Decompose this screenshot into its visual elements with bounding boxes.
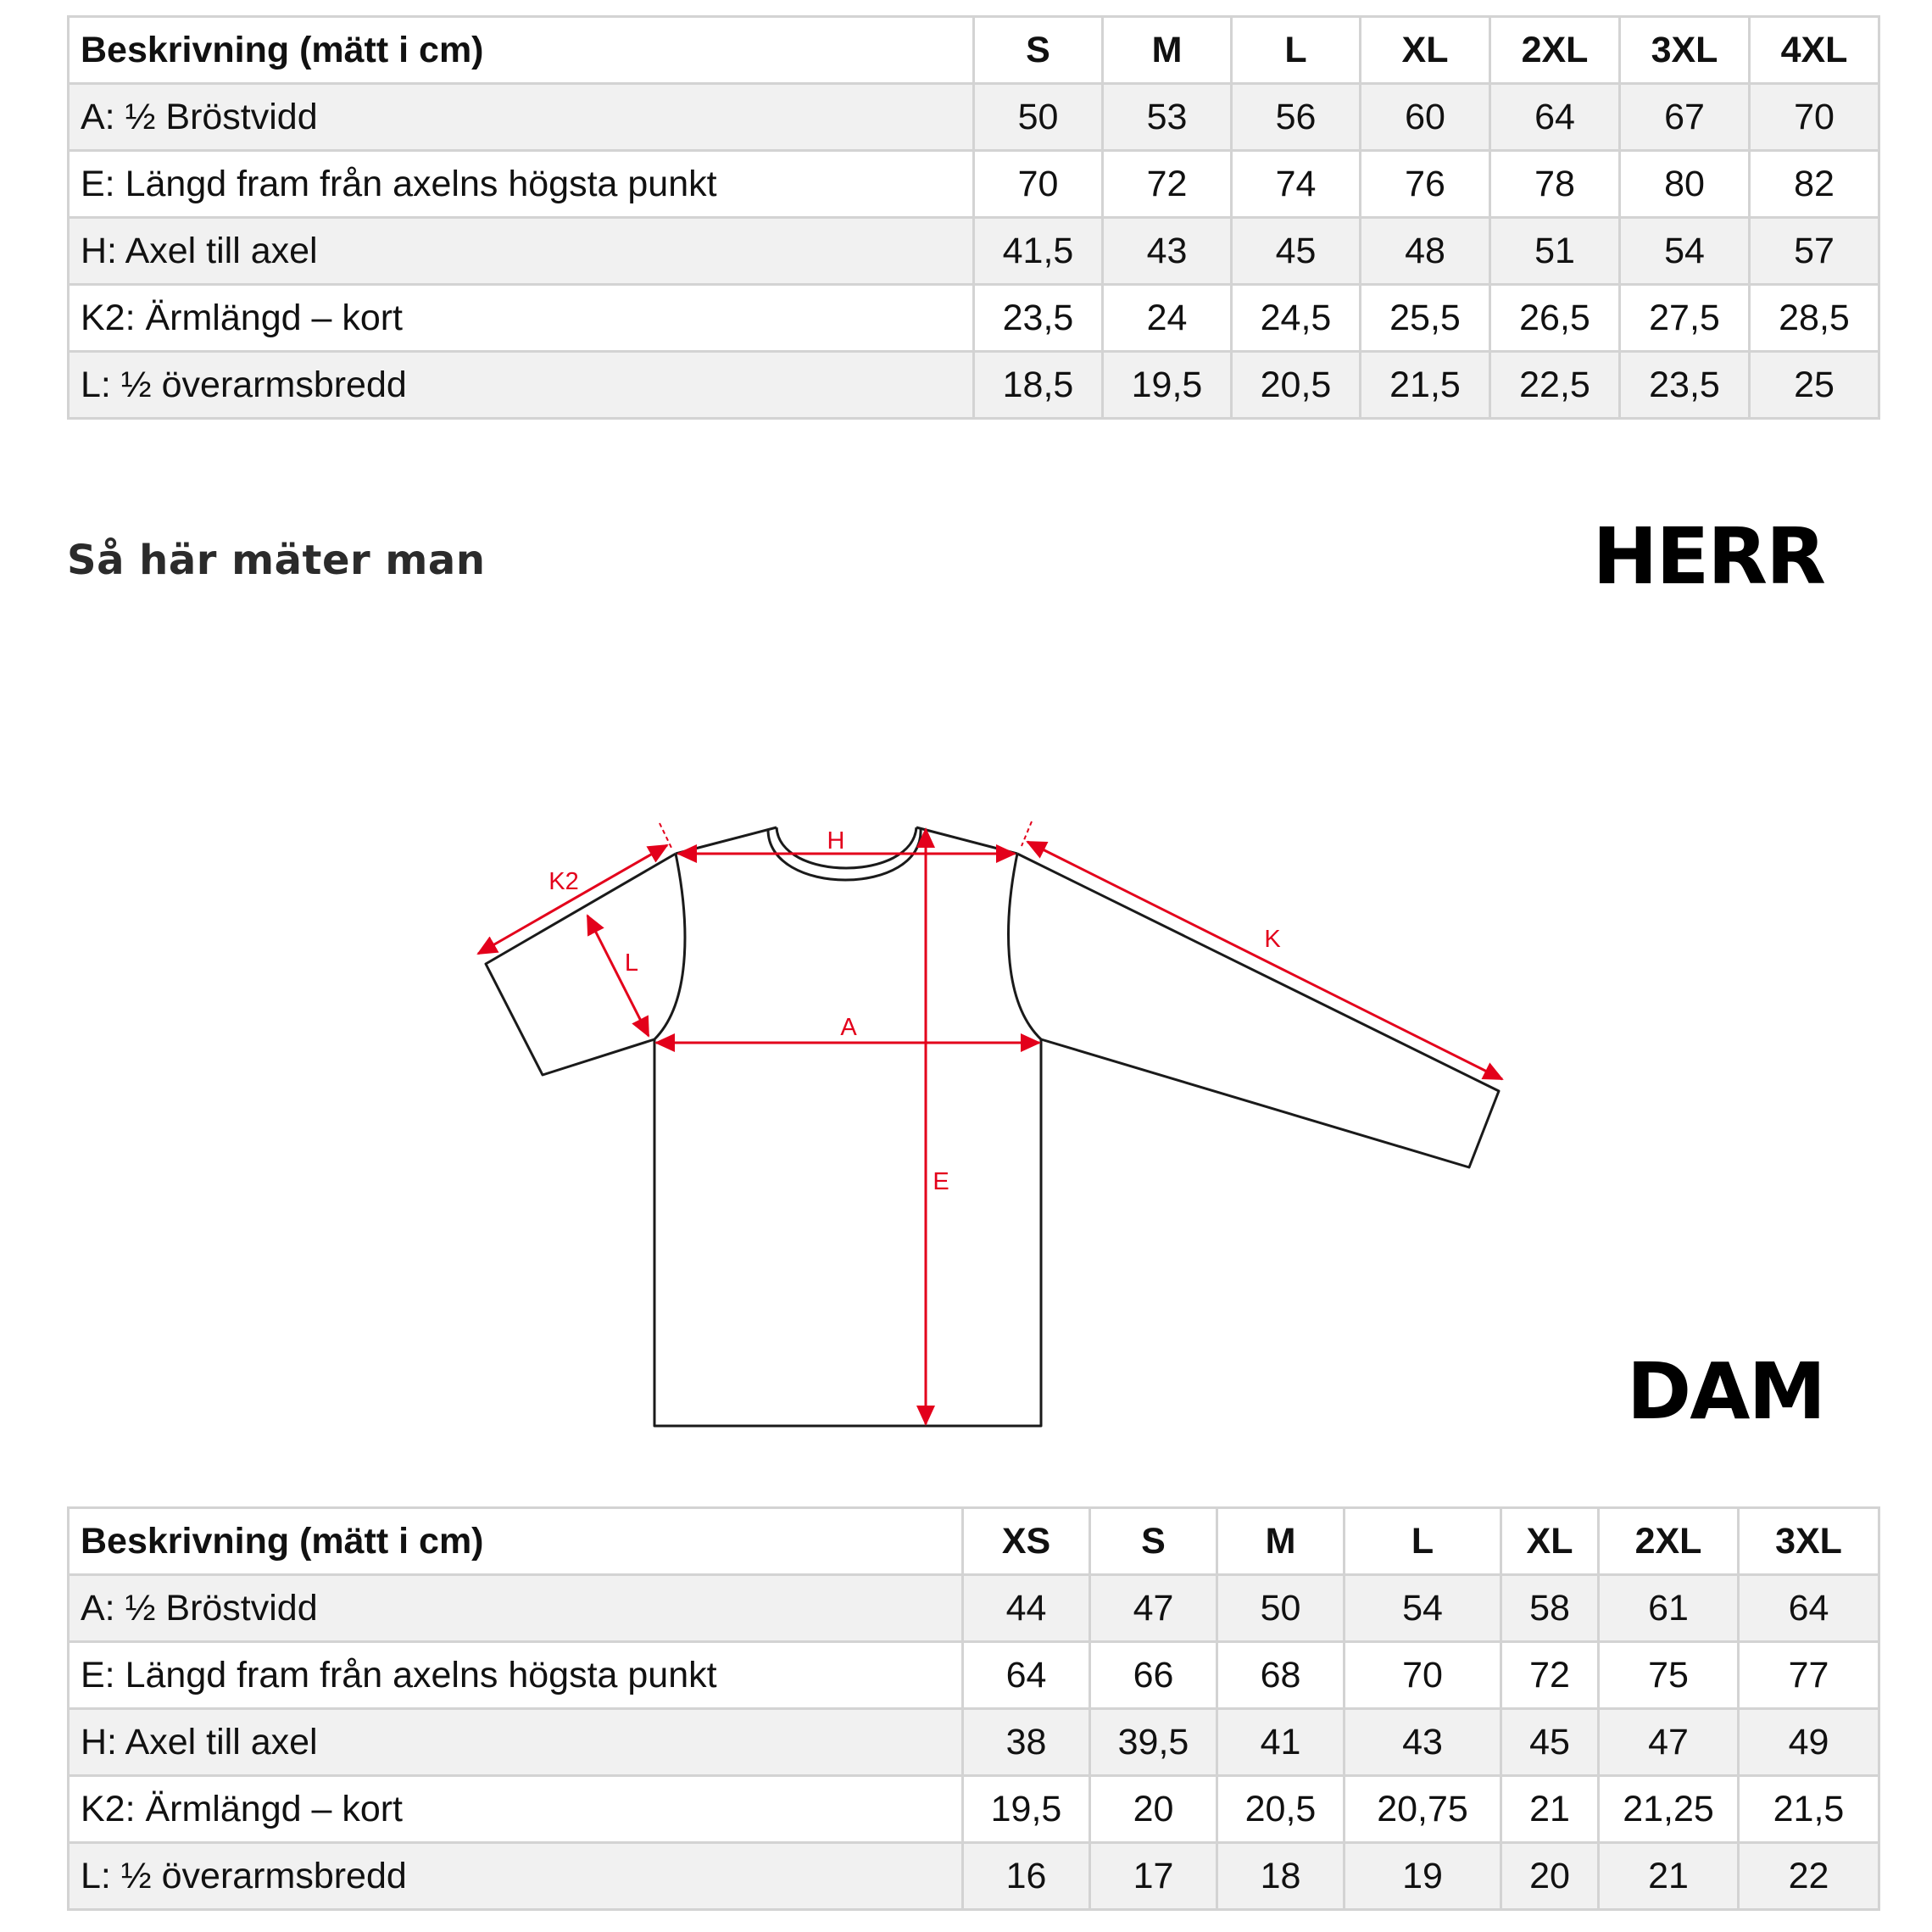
row-description: K2: Ärmlängd – kort xyxy=(69,285,974,352)
table-cell: 77 xyxy=(1739,1642,1879,1709)
header-cell-size: M xyxy=(1217,1508,1345,1575)
shirt-outline xyxy=(486,827,1499,1426)
short-sleeve xyxy=(486,854,676,1075)
header-cell-description: Beskrivning (mätt i cm) xyxy=(69,1508,963,1575)
table-cell: 50 xyxy=(974,84,1103,151)
table-cell: 18 xyxy=(1217,1843,1345,1910)
row-description: L: ½ överarmsbredd xyxy=(69,352,974,419)
right-armhole xyxy=(1009,854,1041,1039)
table-cell: 24 xyxy=(1103,285,1232,352)
table-row xyxy=(69,1843,1879,1910)
table-cell: 54 xyxy=(1620,218,1750,285)
table-row xyxy=(69,1642,1879,1709)
table-cell: 20 xyxy=(1501,1843,1599,1910)
table-cell: 64 xyxy=(1490,84,1620,151)
table-cell: 70 xyxy=(1750,84,1879,151)
table-cell: 45 xyxy=(1501,1709,1599,1776)
table-cell: 80 xyxy=(1620,151,1750,218)
table-cell: 23,5 xyxy=(1620,352,1750,419)
table-cell: 38 xyxy=(963,1709,1090,1776)
table-cell: 50 xyxy=(1217,1575,1345,1642)
header-cell-description: Beskrivning (mätt i cm) xyxy=(69,17,974,84)
table-cell: 76 xyxy=(1361,151,1490,218)
label-e: E xyxy=(933,1168,949,1195)
herr-label: HERR xyxy=(1592,511,1824,602)
table-cell: 21 xyxy=(1501,1776,1599,1843)
table-cell: 66 xyxy=(1090,1642,1217,1709)
table-cell: 61 xyxy=(1599,1575,1739,1642)
table-cell: 60 xyxy=(1361,84,1490,151)
table-cell: 47 xyxy=(1090,1575,1217,1642)
table-cell: 82 xyxy=(1750,151,1879,218)
table-cell: 26,5 xyxy=(1490,285,1620,352)
neckline-outer xyxy=(777,827,916,868)
table-cell: 24,5 xyxy=(1232,285,1361,352)
table-cell: 53 xyxy=(1103,84,1232,151)
row-description: A: ½ Bröstvidd xyxy=(69,1575,963,1642)
table-cell: 39,5 xyxy=(1090,1709,1217,1776)
header-cell-size: 4XL xyxy=(1750,17,1879,84)
table-cell: 67 xyxy=(1620,84,1750,151)
table-cell: 56 xyxy=(1232,84,1361,151)
table-cell: 19,5 xyxy=(963,1776,1090,1843)
table-cell: 19,5 xyxy=(1103,352,1232,419)
table-cell: 72 xyxy=(1501,1642,1599,1709)
label-k: K xyxy=(1264,926,1281,953)
table-cell: 25,5 xyxy=(1361,285,1490,352)
label-a: A xyxy=(840,1014,857,1041)
table-cell: 21,5 xyxy=(1361,352,1490,419)
tick-mark-left xyxy=(660,823,671,848)
table-cell: 20,5 xyxy=(1217,1776,1345,1843)
table-cell: 75 xyxy=(1599,1642,1739,1709)
row-description: K2: Ärmlängd – kort xyxy=(69,1776,963,1843)
table-cell: 22 xyxy=(1739,1843,1879,1910)
table-cell: 43 xyxy=(1103,218,1232,285)
row-description: L: ½ överarmsbredd xyxy=(69,1843,963,1910)
table-cell: 20,75 xyxy=(1345,1776,1501,1843)
header-cell-size: L xyxy=(1232,17,1361,84)
table-cell: 70 xyxy=(974,151,1103,218)
table-cell: 78 xyxy=(1490,151,1620,218)
table-cell: 72 xyxy=(1103,151,1232,218)
row-description: H: Axel till axel xyxy=(69,218,974,285)
table-cell: 16 xyxy=(963,1843,1090,1910)
header-cell-size: M xyxy=(1103,17,1232,84)
row-description: E: Längd fram från axelns högsta punkt xyxy=(69,151,974,218)
table-cell: 58 xyxy=(1501,1575,1599,1642)
table-cell: 44 xyxy=(963,1575,1090,1642)
header-cell-size: S xyxy=(1090,1508,1217,1575)
table-cell: 21,5 xyxy=(1739,1776,1879,1843)
table-cell: 41,5 xyxy=(974,218,1103,285)
table-cell: 45 xyxy=(1232,218,1361,285)
table-cell: 21,25 xyxy=(1599,1776,1739,1843)
shirt-body xyxy=(654,1039,1041,1426)
table-cell: 19 xyxy=(1345,1843,1501,1910)
dam-label: DAM xyxy=(1626,1346,1824,1437)
label-h: H xyxy=(827,827,845,855)
table-cell: 25 xyxy=(1750,352,1879,419)
left-shoulder xyxy=(676,827,777,854)
left-armhole xyxy=(654,854,685,1039)
right-shoulder xyxy=(916,827,1017,854)
table-cell: 74 xyxy=(1232,151,1361,218)
table-cell: 21 xyxy=(1599,1843,1739,1910)
table-cell: 18,5 xyxy=(974,352,1103,419)
table-header-row xyxy=(69,1508,1879,1575)
table-cell: 20 xyxy=(1090,1776,1217,1843)
header-cell-size: XS xyxy=(963,1508,1090,1575)
table-cell: 17 xyxy=(1090,1843,1217,1910)
table-cell: 57 xyxy=(1750,218,1879,285)
header-cell-size: 3XL xyxy=(1739,1508,1879,1575)
measure-line-k xyxy=(1027,842,1502,1079)
table-cell: 43 xyxy=(1345,1709,1501,1776)
header-cell-size: S xyxy=(974,17,1103,84)
table-cell: 47 xyxy=(1599,1709,1739,1776)
table-row xyxy=(69,1575,1879,1642)
dam-size-table xyxy=(67,1506,1880,1911)
table-cell: 23,5 xyxy=(974,285,1103,352)
header-cell-size: 3XL xyxy=(1620,17,1750,84)
table-cell: 28,5 xyxy=(1750,285,1879,352)
table-cell: 64 xyxy=(963,1642,1090,1709)
header-cell-size: XL xyxy=(1361,17,1490,84)
how-to-measure-heading: Så här mäter man xyxy=(67,537,486,584)
table-cell: 48 xyxy=(1361,218,1490,285)
row-description: A: ½ Bröstvidd xyxy=(69,84,974,151)
table-row xyxy=(69,1709,1879,1776)
measurement-lines xyxy=(478,821,1502,1424)
measure-line-k2 xyxy=(478,845,667,954)
table-cell: 49 xyxy=(1739,1709,1879,1776)
row-description: H: Axel till axel xyxy=(69,1709,963,1776)
measure-line-l xyxy=(587,916,649,1036)
header-cell-size: L xyxy=(1345,1508,1501,1575)
label-l: L xyxy=(624,949,639,977)
label-k2: K2 xyxy=(548,868,579,895)
header-cell-size: 2XL xyxy=(1599,1508,1739,1575)
table-cell: 70 xyxy=(1345,1642,1501,1709)
table-cell: 54 xyxy=(1345,1575,1501,1642)
table-cell: 20,5 xyxy=(1232,352,1361,419)
header-cell-size: XL xyxy=(1501,1508,1599,1575)
header-cell-size: 2XL xyxy=(1490,17,1620,84)
long-sleeve xyxy=(1017,854,1499,1167)
row-description: E: Längd fram från axelns högsta punkt xyxy=(69,1642,963,1709)
table-cell: 41 xyxy=(1217,1709,1345,1776)
table-cell: 68 xyxy=(1217,1642,1345,1709)
table-cell: 22,5 xyxy=(1490,352,1620,419)
table-cell: 27,5 xyxy=(1620,285,1750,352)
table-cell: 51 xyxy=(1490,218,1620,285)
table-row xyxy=(69,1776,1879,1843)
table-cell: 64 xyxy=(1739,1575,1879,1642)
